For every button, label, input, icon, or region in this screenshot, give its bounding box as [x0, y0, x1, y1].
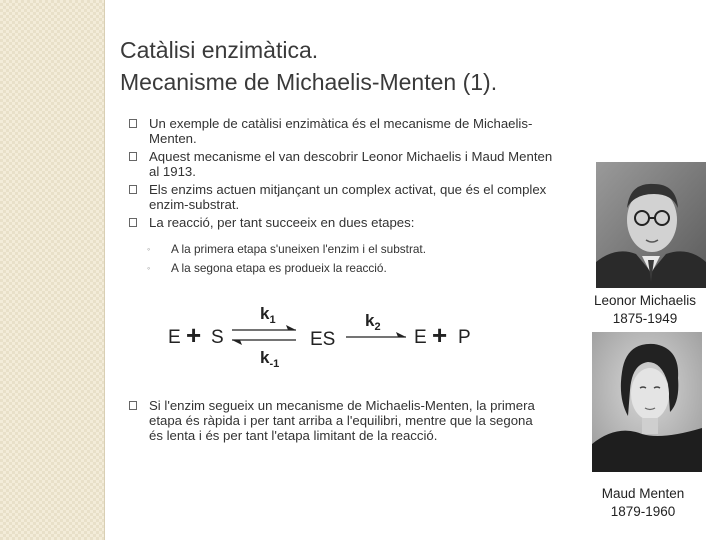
bullet-item [128, 149, 560, 179]
menten-name: Maud Menten [601, 486, 685, 501]
title-line-2: Mecanisme de Michaelis-Menten (1). [120, 69, 498, 95]
bullet-marker-icon [129, 218, 137, 227]
bullet-item [128, 398, 548, 443]
bullet-text: Un exemple de catàlisi enzimàtica és el mecanisme de Michaelis-Menten. [149, 116, 533, 146]
sub-bullet-text: A la primera etapa s'uneixen l'enzim i el substrat. [171, 242, 426, 256]
decorative-side-band [0, 0, 105, 540]
bullet-marker-icon [129, 152, 137, 161]
michaelis-portrait [596, 162, 706, 288]
bullet-marker-icon [129, 401, 137, 410]
circle-bullet-icon: ◦ [147, 263, 151, 273]
michaelis-caption [578, 292, 712, 328]
bullet-marker-icon [129, 119, 137, 128]
substrate-s: S [211, 327, 224, 348]
bullet-marker-icon [129, 185, 137, 194]
reaction-equation [160, 298, 490, 378]
sub-bullet-item [147, 259, 567, 278]
menten-portrait [592, 332, 702, 472]
enzyme-e-product-side: E [414, 327, 427, 348]
bullet-text: Si l'enzim segueix un mecanisme de Michaelis-Menten, la primera etapa és ràpida i per tant arriba a l'equilibri, mentre que la segona és lenta i és per tant l'etapa limitant de la reacció. [149, 398, 535, 443]
main-bullet-list [128, 116, 560, 233]
rate-constant-k-1: $k_{-1}$ [260, 348, 280, 370]
bullet-text: Els enzims actuen mitjançant un complex activat, que és el complex enzim-substrat. [149, 182, 547, 212]
enzyme-e: E [168, 327, 181, 348]
sub-bullet-list [147, 240, 567, 278]
menten-years: 1879-1960 [610, 504, 676, 519]
plus-sign: + [186, 320, 202, 350]
menten-caption [576, 485, 710, 521]
bottom-bullet-list [128, 398, 548, 443]
bullet-text: La reacció, per tant succeeix en dues etapes: [149, 215, 415, 230]
bullet-item [128, 215, 560, 230]
complex-es: ES [310, 329, 336, 350]
equilibrium-arrows-icon [232, 325, 296, 345]
rate-constant-k2: $k_2$ [365, 311, 381, 333]
michaelis-years: 1875-1949 [612, 311, 678, 326]
bullet-item [128, 182, 560, 212]
michaelis-name: Leonor Michaelis [593, 293, 697, 308]
rate-constant-k1: $k_1$ [260, 304, 276, 326]
slide-title [120, 34, 680, 98]
title-line-1: Catàlisi enzimàtica. [120, 37, 319, 63]
bullet-text: Aquest mecanisme el van descobrir Leonor Michaelis i Maud Menten al 1913. [149, 149, 553, 179]
plus-sign: + [432, 320, 448, 350]
sub-bullet-item [147, 240, 567, 259]
product-p: P [458, 327, 471, 348]
circle-bullet-icon: ◦ [147, 244, 151, 254]
bullet-item [128, 116, 560, 146]
sub-bullet-text: A la segona etapa es produeix la reacció. [171, 261, 387, 275]
